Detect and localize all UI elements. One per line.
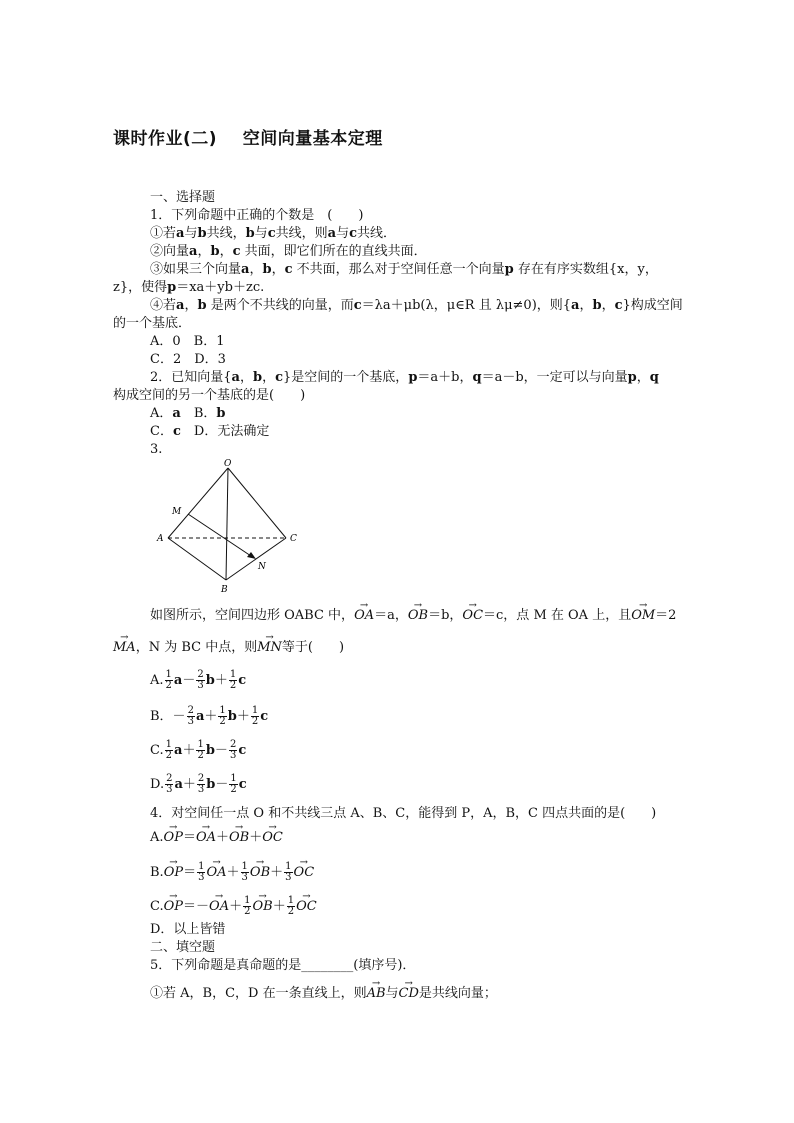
label-N: N	[258, 562, 266, 572]
label-M: M	[172, 507, 182, 517]
q2-options-ab: A．a B．b	[150, 406, 226, 421]
label-C: C	[290, 534, 297, 544]
q1-statement-4: ④若a，b 是两个不共线的向量，而c＝λa＋μb(λ，μ∈R 且 λμ≠0)，则{a，b，c}构成空间	[150, 298, 683, 313]
q3-number: 3.	[150, 442, 163, 457]
tetrahedron-figure	[150, 458, 310, 600]
q5-statement-1: ①若 A，B，C，D 在一条直线上，则→ AB与→ CD是共线向量；	[150, 986, 497, 1002]
q1-options-cd: C．2 D．3	[150, 352, 226, 367]
q4-stem: 4．对空间任一点 O 和不共线三点 A、B、C，能得到 P，A，B，C 四点共面的是( )	[150, 806, 657, 821]
section-heading-2: 二、填空题	[150, 940, 216, 955]
q3-stem: 如图所示，空间四边形 OABC 中，→ OA＝a，→ OB＝b，→ OC＝c，点 M 在 OA 上，且→ OM＝2	[150, 608, 676, 624]
label-A: A	[157, 534, 164, 544]
q2-stem: 2．已知向量{a，b，c}是空间的一个基底，p＝a＋b，q＝a－b，一定可以与向量p，q	[150, 370, 659, 385]
q2-options-cd: C．c D．无法确定	[150, 424, 270, 439]
q1-statement-3-cont: z}，使得p＝xa＋yb＋zc.	[113, 280, 265, 295]
label-B: B	[221, 585, 228, 595]
q1-statement-3: ③如果三个向量a，b，c 不共面，那么对于空间任意一个向量p 存在有序实数组{x，y，	[150, 262, 658, 277]
label-O: O	[224, 459, 232, 469]
q4-option-a: A.→ OP＝→ OA＋→ OB＋→ OC	[150, 830, 283, 846]
q3-option-a: A. $\frac{1}{2}$ a－ $\frac{2}{3}$ b＋ $\frac{1}{2}$ c	[150, 669, 247, 691]
q1-stem: 1．下列命题中正确的个数是 ( )	[150, 208, 364, 223]
q1-statement-4-cont: 的一个基底．	[113, 316, 192, 331]
q3-option-d: D. $\frac{2}{3}$ a＋ $\frac{2}{3}$ b－ $\frac{1}{2}$ c	[150, 773, 247, 795]
q4-option-c: C.→ OP＝－→ OA＋ $\frac{1}{2}$ → OB＋ $\frac{1}{2}$ → OC	[150, 896, 317, 917]
section-heading: 一、选择题	[150, 190, 216, 205]
q3-stem-cont: → MA，N 为 BC 中点，则→ MN等于( )	[113, 640, 344, 656]
q1-options-ab: A．0 B．1	[150, 334, 225, 349]
page-title: 课时作业(二) 空间向量基本定理	[113, 129, 383, 149]
q4-option-b: B.→ OP＝ $\frac{1}{3}$ → OA＋ $\frac{1}{3}$ → OB＋ $\frac{1}{3}$ → OC	[150, 862, 314, 883]
q2-stem-cont: 构成空间的另一个基底的是( )	[113, 388, 306, 403]
q1-statement-1: ①若a与b共线，b与c共线，则a与c共线．	[150, 226, 397, 241]
q1-statement-2: ②向量a，b，c 共面，即它们所在的直线共面．	[150, 244, 427, 259]
q4-option-d: D．以上皆错	[150, 922, 226, 937]
q5-stem: 5．下列命题是真命题的是________(填序号)．	[150, 958, 416, 973]
q3-option-b: B．－ $\frac{2}{3}$ a＋ $\frac{1}{2}$ b＋ $\frac{1}{2}$ c	[150, 705, 269, 727]
q3-option-c: C. $\frac{1}{2}$ a＋ $\frac{1}{2}$ b－ $\frac{2}{3}$ c	[150, 739, 247, 761]
